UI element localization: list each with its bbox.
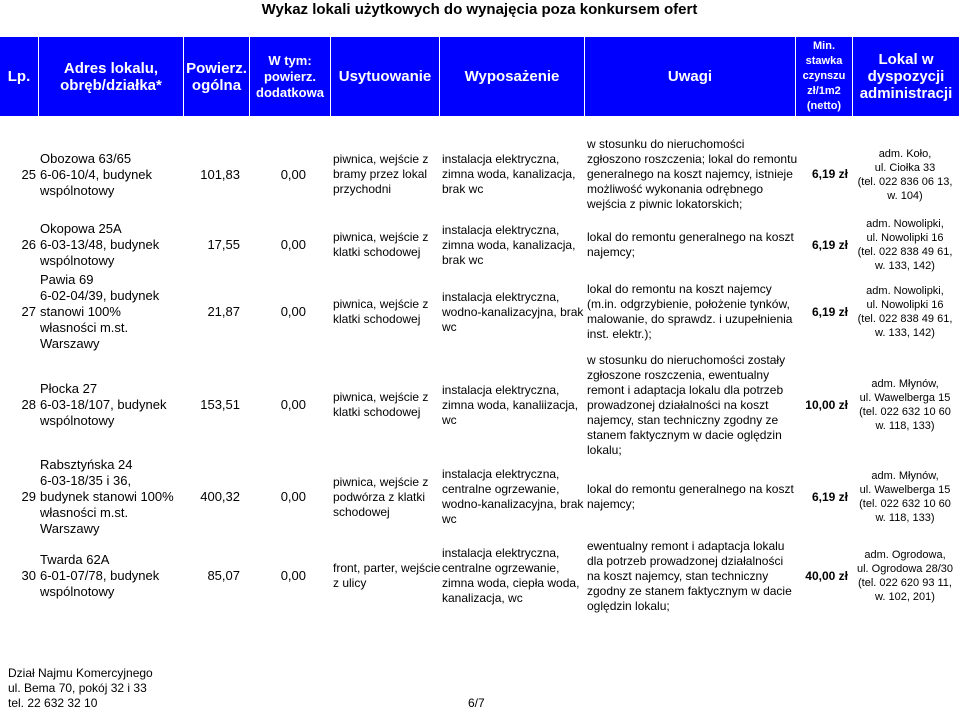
page-number: 6/7	[468, 696, 485, 710]
table-header	[0, 37, 959, 116]
row-usytuowanie: front, parter, wejście z ulicy	[333, 561, 441, 590]
row-wyposazenie: instalacja elektryczna, zimna woda, kanalizacja, brak wc	[442, 222, 576, 267]
row-lokal: adm. Nowolipki, ul. Nowolipki 16 (tel. 022 838 49 61, w. 133, 142)	[857, 285, 953, 339]
row-uwagi: w stosunku do nieruchomości zostały zgłoszone roszczenia, ewentualny remont i adaptacja lokalu dla potrzeb prowadzonej działalności na koszt najemcy, stan techniczny zgodny ze stanem faktycznym w dacie oględzin lokalu;	[587, 352, 786, 457]
row-lokal: adm. Młynów, ul. Wawelberga 15 (tel. 022 632 10 60 w. 118, 133)	[859, 470, 951, 524]
table-row	[0, 537, 959, 615]
table-row	[0, 219, 959, 271]
header-powierzchnia-dodatkowa: W tym: powierz. dodatkowa	[256, 52, 324, 100]
row-stawka: 6,19 zł	[811, 237, 848, 252]
row-stawka: 40,00 zł	[805, 568, 848, 583]
row-lp: 25	[21, 166, 36, 182]
row-usytuowanie: piwnica, wejście z klatki schodowej	[333, 390, 429, 419]
table-row	[0, 353, 959, 457]
row-adres: Płocka 27 6-03-18/107, budynek wspólnotowy	[40, 381, 167, 428]
row-lokal: adm. Ogrodowa, ul. Ogrodowa 28/30 (tel. 022 620 93 11, w. 102, 201)	[856, 549, 953, 603]
row-usytuowanie: piwnica, wejście z podwórza z klatki schodowej	[333, 474, 429, 519]
row-adres: Okopowa 25A 6-03-13/48, budynek wspólnotowy	[40, 221, 160, 268]
row-uwagi: lokal do remontu na koszt najemcy (m.in. odgrzybienie, położenie tynków, malowanie, do sprawdz. i uzupełnienia inst. elektr.);	[587, 282, 793, 341]
header-lokal: Lokal w dyspozycji administracji	[859, 51, 953, 102]
row-powierzchnia: 101,83	[200, 166, 240, 182]
row-wyposazenie: instalacja elektryczna, wodno-kanalizacyjna, brak wc	[442, 289, 584, 334]
row-lokal: adm. Koło, ul. Ciołka 33 (tel. 022 836 06 13, w. 104)	[857, 147, 953, 202]
row-stawka: 6,19 zł	[811, 489, 848, 504]
row-dodatkowa: 0,00	[280, 568, 306, 583]
row-dodatkowa: 0,00	[280, 397, 306, 412]
row-stawka: 6,19 zł	[811, 167, 848, 181]
row-usytuowanie: piwnica, wejście z klatki schodowej	[333, 230, 429, 259]
row-powierzchnia: 153,51	[200, 397, 240, 412]
row-dodatkowa: 0,00	[280, 489, 306, 504]
row-stawka: 10,00 zł	[805, 397, 848, 412]
row-wyposazenie: instalacja elektryczna, centralne ogrzewanie, zimna woda, ciepła woda, kanalizacja, wc	[442, 546, 580, 605]
header-adres: Adres lokalu, obręb/działka*	[60, 59, 162, 94]
row-usytuowanie: piwnica, wejście z klatki schodowej	[333, 297, 429, 326]
row-wyposazenie: instalacja elektryczna, centralne ogrzewanie, wodno-kanalizacyjna, brak wc	[442, 467, 584, 526]
header-uwagi: Uwagi	[667, 68, 713, 85]
row-powierzchnia: 17,55	[207, 237, 240, 252]
row-powierzchnia: 21,87	[207, 304, 240, 319]
table-row	[0, 457, 959, 537]
header-stawka: Min. stawka czynszu zł/1m2 (netto)	[802, 40, 846, 112]
row-adres: Pawia 69 6-02-04/39, budynek stanowi 100% własności m.st. Warszawy	[40, 272, 160, 351]
row-uwagi: lokal do remontu generalnego na koszt najemcy;	[587, 482, 794, 511]
row-wyposazenie: instalacja elektryczna, zimna woda, kanalizacja, brak wc	[442, 152, 576, 196]
row-lp: 26	[21, 237, 36, 252]
row-adres: Obozowa 63/65 6-06-10/4, budynek wspólnotowy	[40, 150, 153, 198]
row-stawka: 6,19 zł	[811, 304, 848, 319]
row-wyposazenie: instalacja elektryczna, zimna woda, kanaliizacja, wc	[442, 382, 579, 427]
header-usytuowanie: Usytuowanie	[338, 68, 432, 85]
row-uwagi: ewentualny remont i adaptacja lokalu dla potrzeb prowadzonej działalności na koszt najemcy, stan techniczny zgodny ze stanem faktycznym w dacie oględzin lokalu;	[587, 538, 792, 613]
table-row	[0, 133, 959, 216]
header-powierzchnia-ogolna: Powierz. ogólna	[186, 59, 247, 94]
row-powierzchnia: 400,32	[200, 489, 240, 504]
row-lp: 28	[21, 397, 36, 412]
header-wyposazenie: Wyposażenie	[464, 68, 560, 85]
row-lp: 27	[21, 304, 36, 319]
row-uwagi: w stosunku do nieruchomości zgłoszono roszczenia; lokal do remontu generalnego na koszt najemcy, istnieje możliwość wykonania odrębnego wejścia z piwnic lokatorskich;	[587, 137, 798, 211]
row-lokal: adm. Nowolipki, ul. Nowolipki 16 (tel. 022 838 49 61, w. 133, 142)	[857, 218, 953, 272]
row-lp: 30	[21, 568, 36, 583]
row-adres: Rabsztyńska 24 6-03-18/35 i 36, budynek stanowi 100% własności m.st. Warszawy	[40, 457, 174, 536]
footer-department: Dział Najmu Komercyjnego ul. Bema 70, pokój 32 i 33 tel. 22 632 32 10	[8, 666, 153, 710]
table-row	[0, 271, 959, 353]
row-usytuowanie: piwnica, wejście z bramy przez lokal przychodni	[333, 152, 429, 196]
row-dodatkowa: 0,00	[280, 304, 306, 319]
row-lp: 29	[21, 489, 36, 504]
row-uwagi: lokal do remontu generalnego na koszt najemcy;	[587, 230, 794, 259]
row-dodatkowa: 0,00	[280, 166, 306, 182]
row-adres: Twarda 62A 6-01-07/78, budynek wspólnotowy	[40, 552, 160, 599]
row-lokal: adm. Młynów, ul. Wawelberga 15 (tel. 022 632 10 60 w. 118, 133)	[859, 378, 951, 432]
header-lp: Lp.	[7, 68, 31, 85]
document-title: Wykaz lokali użytkowych do wynajęcia poza konkursem ofert	[261, 1, 698, 18]
row-dodatkowa: 0,00	[280, 237, 306, 252]
row-powierzchnia: 85,07	[207, 568, 240, 583]
